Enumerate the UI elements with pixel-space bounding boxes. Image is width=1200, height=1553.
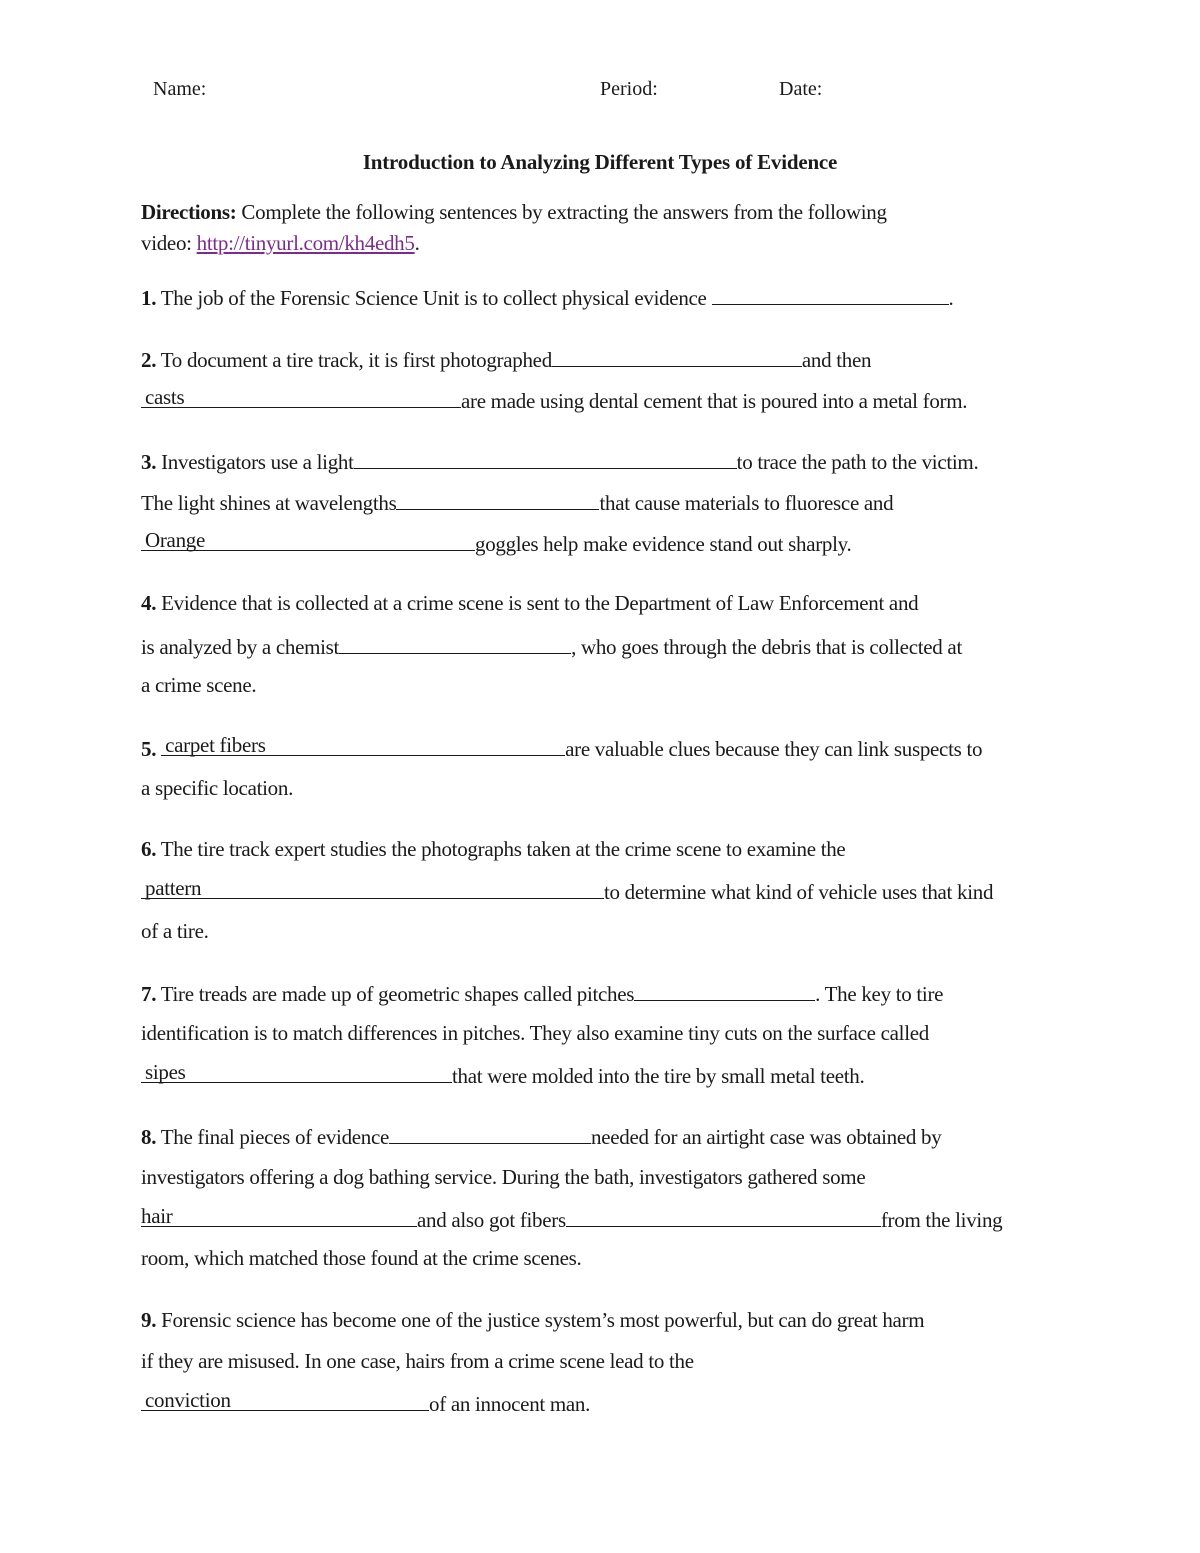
question-number: 3.	[141, 450, 157, 474]
question-2-line-2: casts are made using dental cement that is poured into a metal form.	[141, 386, 967, 414]
question-8-line-3: hair and also got fibers from the living	[141, 1204, 1003, 1232]
question-5-line-2: a specific location.	[141, 776, 294, 800]
answer-blank[interactable]	[634, 979, 815, 1001]
question-9: 9. Forensic science has become one of the justice system’s most powerful, but can do great harm	[141, 1308, 925, 1332]
question-7: 7. Tire treads are made up of geometric shapes called pitches . The key to tire	[141, 979, 943, 1007]
question-9-line-2: if they are misused. In one case, hairs from a crime scene lead to the	[141, 1349, 694, 1373]
question-9-line-3: conviction of an innocent man.	[141, 1389, 590, 1417]
date-label: Date:	[779, 78, 823, 100]
directions-line-1	[141, 199, 887, 225]
answer-blank[interactable]	[141, 1061, 452, 1083]
question-1: 1. The job of the Forensic Science Unit is to collect physical evidence .	[141, 283, 953, 311]
question-2: 2. To document a tire track, it is first photographed and then	[141, 345, 871, 373]
question-6-line-2: pattern to determine what kind of vehicle uses that kind	[141, 877, 993, 905]
answer-blank[interactable]	[141, 877, 604, 899]
filled-answer: Orange	[145, 528, 206, 552]
filled-answer: pattern	[145, 876, 202, 900]
question-6-line-3: of a tire.	[141, 919, 209, 943]
question-3: 3. Investigators use a light to trace the path to the victim.	[141, 447, 978, 475]
filled-answer: hair	[141, 1204, 173, 1228]
question-number: 9.	[141, 1308, 157, 1332]
directions-line-2: video: http://tinyurl.com/kh4edh5.	[141, 231, 420, 255]
directions-label: Directions:	[141, 200, 237, 224]
name-label: Name:	[153, 78, 207, 100]
question-7-line-2: identification is to match differences in pitches. They also examine tiny cuts on the surface called	[141, 1021, 929, 1045]
question-number: 1.	[141, 286, 157, 310]
answer-blank[interactable]	[712, 283, 949, 305]
answer-blank[interactable]	[141, 1389, 429, 1411]
question-4: 4. Evidence that is collected at a crime scene is sent to the Department of Law Enforcement and	[141, 591, 919, 615]
directions-text: Complete the following sentences by extracting the answers from the following	[236, 200, 887, 224]
question-number: 4.	[141, 591, 157, 615]
filled-answer: conviction	[145, 1388, 231, 1412]
answer-blank[interactable]	[552, 345, 802, 367]
answer-blank[interactable]	[141, 1205, 417, 1227]
answer-blank[interactable]	[161, 734, 565, 756]
question-3-line-3: Orange goggles help make evidence stand out sharply.	[141, 529, 851, 557]
question-8: 8. The final pieces of evidence needed for an airtight case was obtained by	[141, 1122, 941, 1150]
answer-blank[interactable]	[339, 632, 571, 654]
answer-blank[interactable]	[141, 386, 461, 408]
question-4-line-2: is analyzed by a chemist , who goes through the debris that is collected at	[141, 632, 962, 660]
question-8-line-2: investigators offering a dog bathing service. During the bath, investigators gathered some	[141, 1165, 866, 1189]
question-4-line-3: a crime scene.	[141, 673, 257, 697]
question-3-line-2: The light shines at wavelengths that cause materials to fluoresce and	[141, 488, 893, 516]
question-number: 8.	[141, 1125, 157, 1149]
filled-answer: sipes	[145, 1060, 186, 1084]
question-number: 5.	[141, 737, 157, 761]
page-title: Introduction to Analyzing Different Types of Evidence	[362, 150, 838, 174]
question-number: 2.	[141, 348, 157, 372]
question-number: 6.	[141, 837, 157, 861]
question-6: 6. The tire track expert studies the photographs taken at the crime scene to examine the	[141, 837, 846, 861]
filled-answer: carpet fibers	[165, 733, 266, 757]
answer-blank[interactable]	[141, 529, 475, 551]
question-number: 7.	[141, 982, 157, 1006]
question-7-line-3: sipes that were molded into the tire by small metal teeth.	[141, 1061, 864, 1089]
filled-answer: casts	[145, 385, 185, 409]
question-8-line-4: room, which matched those found at the crime scenes.	[141, 1246, 582, 1270]
question-5: 5. carpet fibers are valuable clues because they can link suspects to	[141, 733, 983, 761]
period-label: Period:	[600, 78, 658, 100]
video-link[interactable]: http://tinyurl.com/kh4edh5	[196, 231, 415, 255]
answer-blank[interactable]	[354, 447, 737, 469]
directions-text-2: video:	[141, 231, 197, 255]
answer-blank[interactable]	[396, 488, 599, 510]
answer-blank[interactable]	[566, 1205, 881, 1227]
answer-blank[interactable]	[389, 1122, 591, 1144]
